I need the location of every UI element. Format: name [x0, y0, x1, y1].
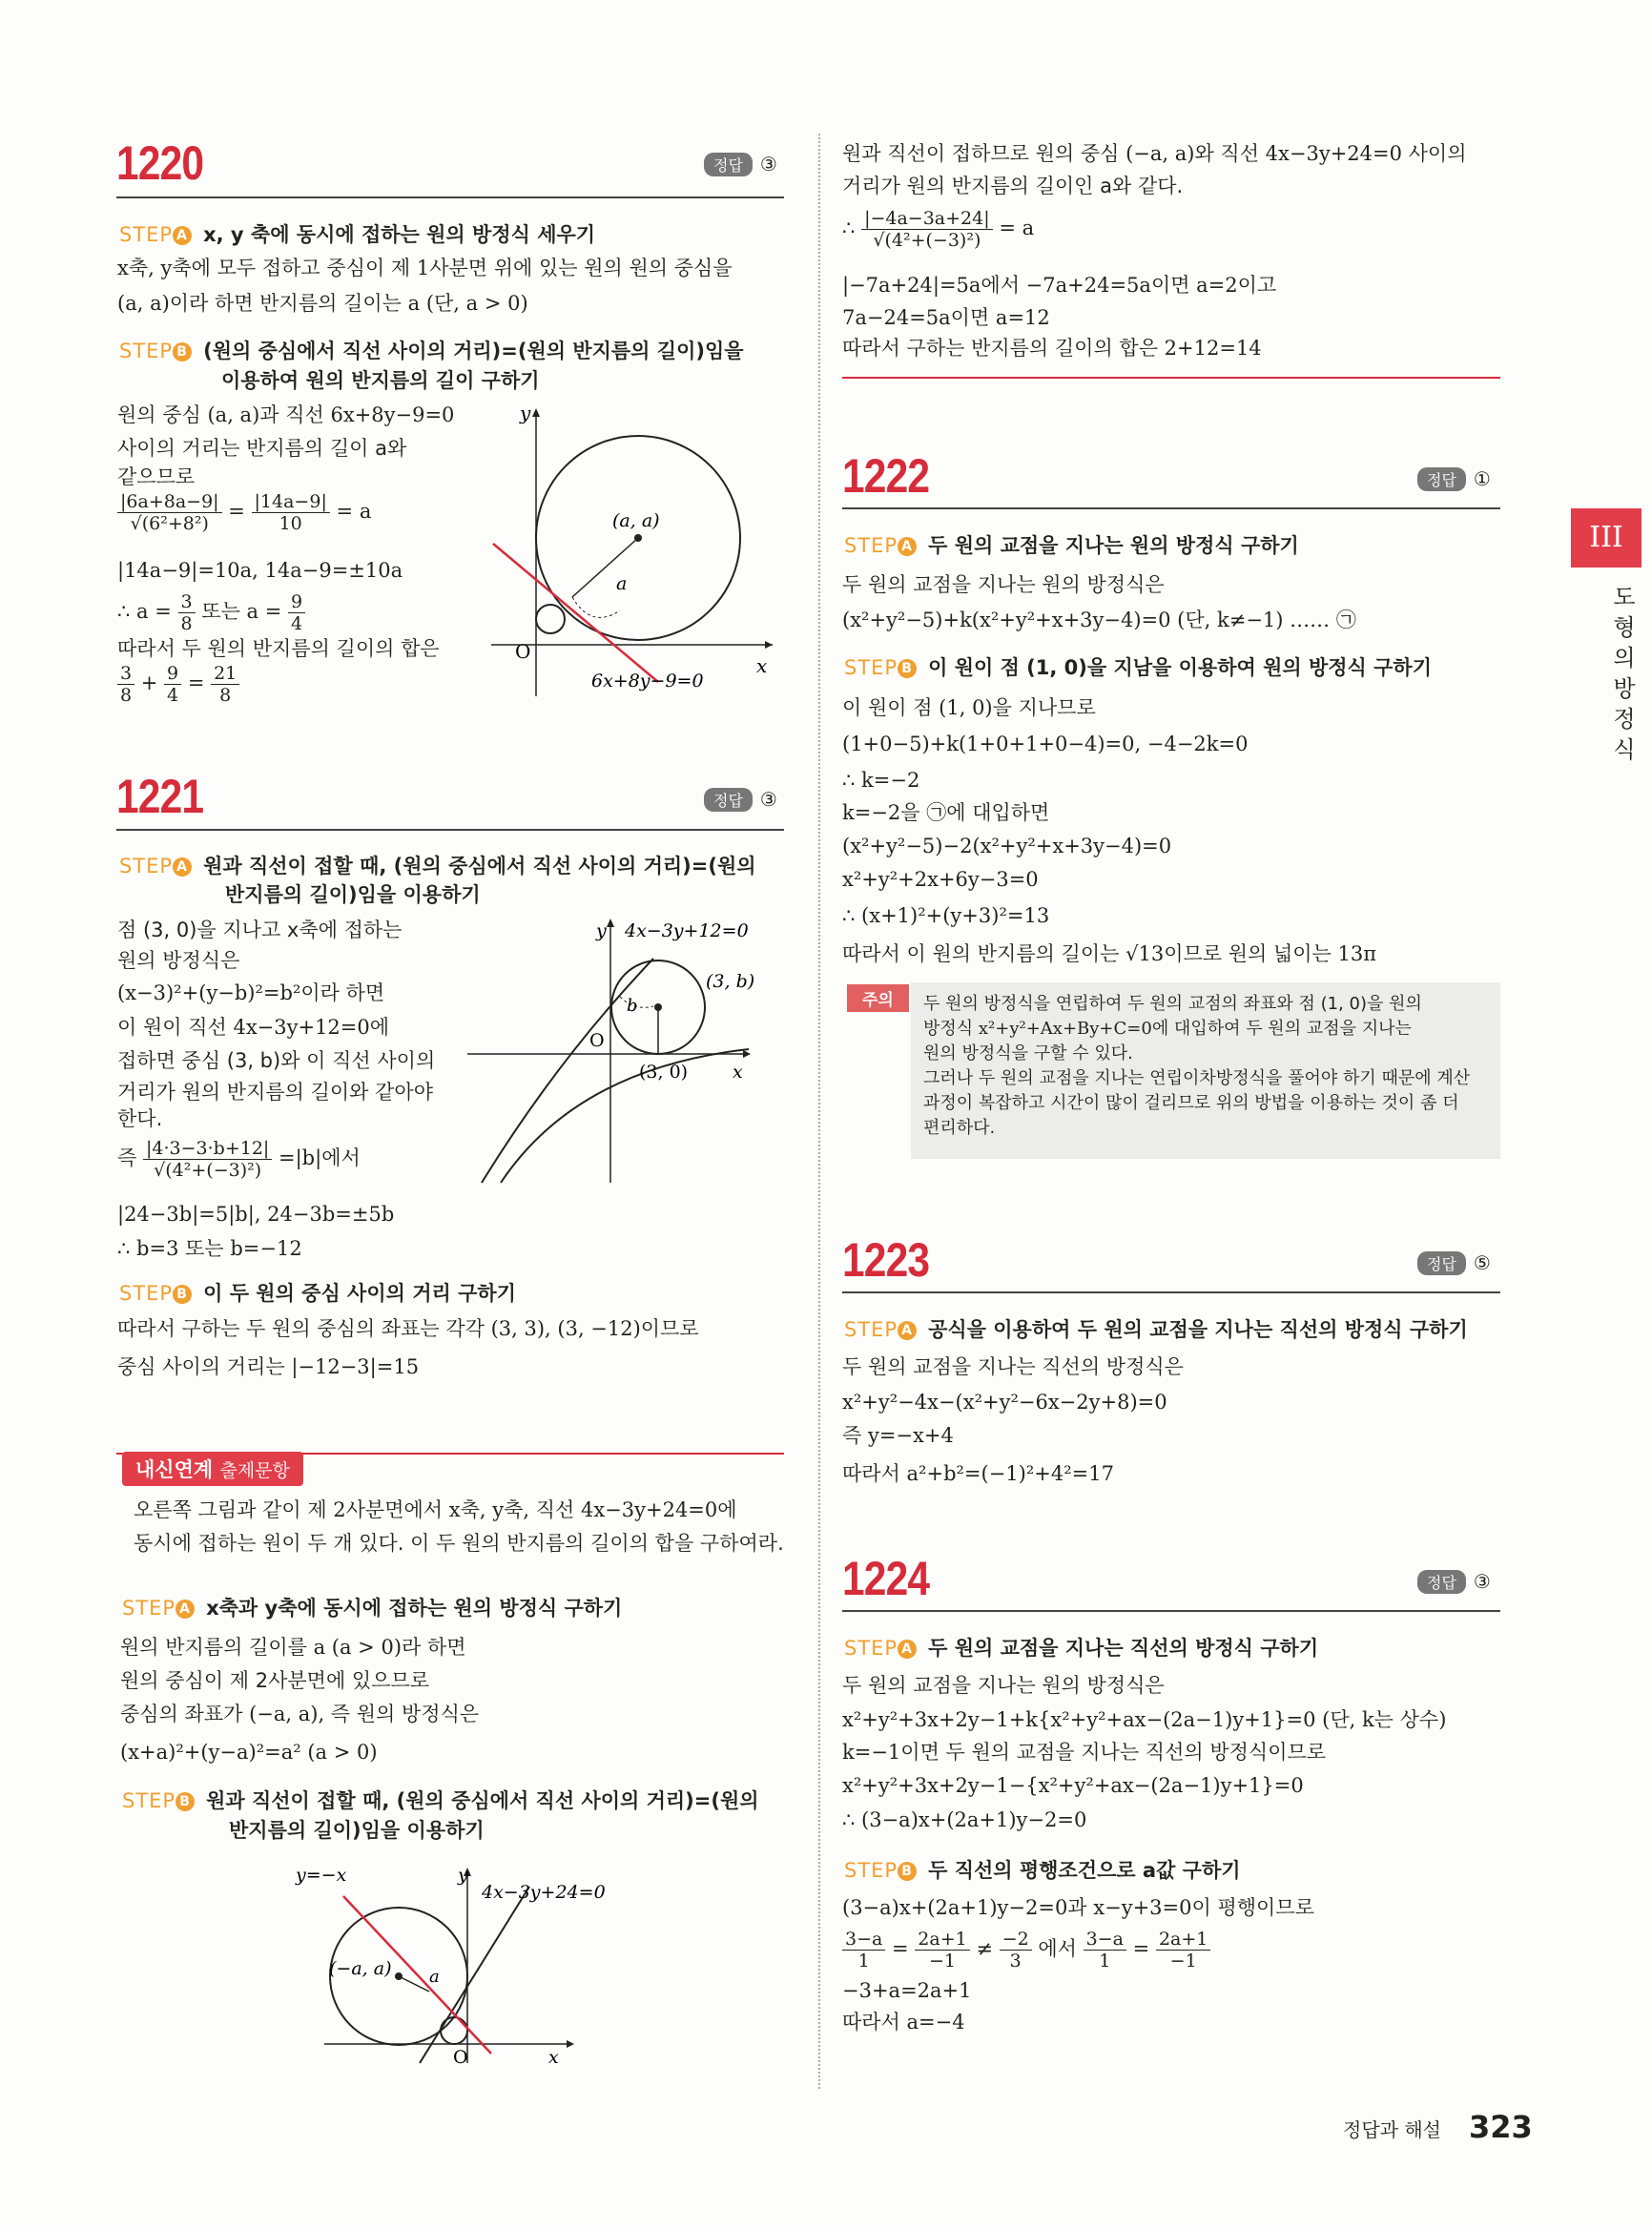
fig-line-label: 4x−3y+24=0 [482, 1882, 606, 1903]
text-line: 거리가 원의 반지름의 길이인 a와 같다. [842, 175, 1184, 197]
text-line: ∴ (x+1)²+(y+3)²=13 [842, 904, 1050, 927]
fig-line-label: 4x−3y+12=0 [625, 920, 749, 941]
caution-line: 방정식 x²+y²+Ax+By+C=0에 대입하여 두 원의 교점을 지나는 [923, 1019, 1412, 1039]
text-line: 즉 y=−x+4 [842, 1424, 954, 1447]
problem-number-1223: 1223 [842, 1233, 930, 1287]
fraction: $\frac{|14a-9|}{10}$ [252, 491, 330, 534]
fig-y-label: y [520, 402, 531, 424]
question-line: 동시에 접하는 원이 두 개 있다. 이 두 원의 반지름의 길이의 합을 구하여라. [134, 1532, 784, 1555]
fig-line-label: 6x+8y−9=0 [591, 671, 704, 692]
step-a-heading: STEP A x축과 y축에 동시에 접하는 원의 방정식 구하기 [122, 1597, 623, 1620]
figure-1221 [463, 916, 792, 1202]
chapter-label: 도형의 방정식 [1613, 584, 1636, 763]
step-a-heading: STEP A 공식을 이용하여 두 원의 교점을 지나는 직선의 방정식 구하기 [844, 1318, 1468, 1341]
problem-number-1224: 1224 [842, 1552, 930, 1605]
answer-1223: 정답 ⑤ [1417, 1251, 1491, 1275]
text-line: 이 원이 점 (1, 0)을 지나므로 [842, 696, 1096, 719]
formula-line: $\frac{|6a+8a-9|}{\text{√(6²+8²)}}$ = $\frac{|14a-9|}{10}$ = a [117, 491, 371, 534]
answer-1224: 정답 ③ [1417, 1570, 1491, 1594]
text-line: x²+y²−4x−(x²+y²−6x−2y+8)=0 [842, 1391, 1167, 1414]
text-line: 원의 중심이 제 2사분면에 있으므로 [120, 1669, 430, 1692]
fig-x-label: x [733, 1062, 743, 1083]
divider [842, 1610, 1500, 1612]
formula-line: $\frac{3}{8}$ + $\frac{9}{4}$ = $\frac{21}{8}$ [117, 663, 239, 706]
fig-y-label: y [458, 1865, 468, 1886]
caution-line: 원의 방정식을 구할 수 있다. [923, 1043, 1133, 1063]
step-b-heading: STEP B 원과 직선이 접할 때, (원의 중심에서 직선 사이의 거리)=(원의 [122, 1789, 759, 1812]
fig-center-label: (3, b) [706, 971, 755, 992]
text-line: k=−2을 ㉠에 대입하면 [842, 801, 1050, 824]
text-line: x²+y²+3x+2y−1+k{x²+y²+ax−(2a−1)y+1}=0 (단, k는 상수) [842, 1708, 1447, 1731]
text-line: 중심의 좌표가 (−a, a), 즉 원의 방정식은 [120, 1703, 480, 1725]
divider [842, 507, 1500, 509]
text-line: 점 (3, 0)을 지나고 x축에 접하는 [117, 919, 403, 941]
fig-origin-label: O [453, 2047, 468, 2068]
fig-origin-label: O [589, 1030, 605, 1051]
text-line: |14a−9|=10a, 14a−9=±10a [117, 559, 403, 582]
step-b-heading-line2: 반지름의 길이)임을 이용하기 [229, 1819, 485, 1842]
fig-yx-label: y=−x [296, 1865, 347, 1886]
divider [842, 377, 1500, 379]
fig-b-label: b [627, 996, 638, 1016]
text-line: (3−a)x+(2a+1)y−2=0과 x−y+3=0이 평행이므로 [842, 1896, 1314, 1919]
text-line: 거리가 원의 반지름의 길이와 같아야 [117, 1081, 433, 1104]
text-line: 원의 중심 (a, a)과 직선 6x+8y−9=0 [117, 403, 455, 426]
divider [116, 829, 784, 831]
answer-1220 [704, 153, 777, 176]
text-line: 따라서 구하는 반지름의 길이의 합은 2+12=14 [842, 337, 1262, 360]
text-line: (x+a)²+(y−a)²=a² (a > 0) [120, 1741, 378, 1764]
text-line: 따라서 a²+b²=(−1)²+4²=17 [842, 1462, 1114, 1485]
text-line: 두 원의 교점을 지나는 원의 방정식은 [842, 573, 1165, 596]
question-line: 오른쪽 그림과 같이 제 2사분면에서 x축, y축, 직선 4x−3y+24=0에 [134, 1498, 737, 1521]
fig-x-label: x [756, 654, 768, 677]
problem-number-1221: 1221 [116, 770, 204, 823]
answer-1221: 정답 ③ [704, 788, 777, 812]
text-line: 두 원의 교점을 지나는 원의 방정식은 [842, 1674, 1165, 1697]
text-line: (x²+y²−5)−2(x²+y²+x+3y−4)=0 [842, 835, 1172, 857]
answer-badge: 정답 [704, 153, 753, 176]
text-line: x축, y축에 모두 접하고 중심이 제 1사분면 위에 있는 원의 원의 중심을 [117, 257, 733, 279]
step-b-heading: STEP B 이 두 원의 중심 사이의 거리 구하기 [119, 1282, 516, 1305]
text-line: |24−3b|=5|b|, 24−3b=±5b [117, 1203, 395, 1226]
fig-x-label: x [548, 2047, 559, 2068]
text-line: 한다. [117, 1107, 163, 1130]
fig-point-label: (3, 0) [639, 1062, 689, 1083]
fig-y-label: y [596, 920, 607, 941]
text-line: 7a−24=5a이면 a=12 [842, 306, 1050, 329]
text-line: 접하면 중심 (3, b)와 이 직선 사이의 [117, 1049, 436, 1072]
chapter-tab[interactable]: III [1571, 508, 1642, 568]
step-a-heading: STEP A 두 원의 교점을 지나는 직선의 방정식 구하기 [844, 1637, 1319, 1660]
text-line: (x−3)²+(y−b)²=b²이라 하면 [117, 981, 385, 1004]
divider [842, 1291, 1500, 1293]
text-line: 두 원의 교점을 지나는 직선의 방정식은 [842, 1355, 1184, 1378]
formula-line: ∴ a = $\frac{3}{8}$ 또는 a = $\frac{9}{4}$ [117, 591, 305, 634]
fig-radius-label: a [616, 573, 628, 594]
caution-line: 과정이 복잡하고 시간이 많이 걸리므로 위의 방법을 이용하는 것이 좀 더 [923, 1093, 1459, 1113]
text-line: x²+y²+2x+6y−3=0 [842, 868, 1039, 891]
figure-naesin [286, 1858, 639, 2068]
text-line: 원의 반지름의 길이를 a (a > 0)라 하면 [120, 1636, 466, 1659]
step-b-heading: STEP B 두 직선의 평행조건으로 a값 구하기 [844, 1859, 1241, 1882]
formula-line: 즉 $\frac{|4\cdot 3-3\cdot b+12|}{\text{√(4²+(−3)²)}}$ =|b|에서 [117, 1138, 361, 1181]
column-divider [818, 134, 820, 2089]
caution-line: 두 원의 방정식을 연립하여 두 원의 교점의 좌표와 점 (1, 0)을 원의 [923, 994, 1422, 1014]
text-line: ∴ k=−2 [842, 769, 920, 792]
text-line: (a, a)이라 하면 반지름의 길이는 a (단, a > 0) [117, 292, 528, 315]
text-line: 사이의 거리는 반지름의 길이 a와 [117, 437, 407, 460]
page-number: 323 [1469, 2109, 1533, 2145]
text-line: x²+y²+3x+2y−1−{x²+y²+ax−(2a−1)y+1}=0 [842, 1774, 1304, 1797]
step-b-heading: STEP B 이 원이 점 (1, 0)을 지남을 이용하여 원의 방정식 구하기 [844, 656, 1433, 679]
text-line: 원의 방정식은 [117, 949, 240, 972]
fig-center-label: (a, a) [612, 510, 660, 531]
caution-line: 편리하다. [923, 1118, 996, 1138]
naesin-banner: 내신연계 출제문항 [122, 1452, 303, 1486]
footer-label: 정답과 해설 [1343, 2118, 1441, 2141]
text-line: 같으므로 [117, 465, 196, 488]
caution-tag: 주의 [847, 984, 909, 1012]
fig-center-label: (−a, a) [329, 1958, 392, 1979]
text-line: 따라서 두 원의 반지름의 길이의 합은 [117, 637, 440, 660]
step-b-heading: STEP B (원의 중심에서 직선 사이의 거리)=(원의 반지름의 길이)임을 [119, 340, 744, 362]
text-line: |−7a+24|=5a에서 −7a+24=5a이면 a=2이고 [842, 274, 1277, 297]
text-line: ∴ (3−a)x+(2a+1)y−2=0 [842, 1808, 1087, 1831]
step-a-heading: STEP A x, y 축에 동시에 접하는 원의 방정식 세우기 [119, 223, 596, 246]
problem-number-1222: 1222 [842, 449, 930, 503]
formula-line: ∴ $\frac{|-4a-3a+24|}{\text{√(4²+(−3)²)}}$ = a [842, 208, 1035, 251]
step-b-heading-line2: 이용하여 원의 반지름의 길이 구하기 [221, 369, 540, 392]
text-line: 중심 사이의 거리는 |−12−3|=15 [117, 1355, 420, 1378]
step-a-heading-line2: 반지름의 길이)임을 이용하기 [225, 883, 481, 906]
formula-line: $\frac{3-a}{1}$ = $\frac{2a+1}{-1}$ ≠ $\frac{-2}{3}$ 에서 $\frac{3-a}{1}$ = $\frac{2a+1}{-1}$ [842, 1929, 1210, 1972]
problem-number-1220: 1220 [116, 136, 204, 190]
text-line: 따라서 구하는 두 원의 중심의 좌표는 각각 (3, 3), (3, −12)이므로 [117, 1317, 699, 1340]
divider [116, 196, 784, 198]
text-line: 이 원이 직선 4x−3y+12=0에 [117, 1016, 390, 1039]
text-line: k=−1이면 두 원의 교점을 지나는 직선의 방정식이므로 [842, 1741, 1327, 1764]
fig-a-label: a [429, 1967, 440, 1987]
step-a-heading: STEP A 두 원의 교점을 지나는 원의 방정식 구하기 [844, 534, 1299, 557]
text-line: 따라서 이 원의 반지름의 길이는 √13이므로 원의 넓이는 13π [842, 942, 1377, 965]
text-line: 원과 직선이 접하므로 원의 중심 (−a, a)와 직선 4x−3y+24=0 사이의 [842, 142, 1467, 165]
answer-1222: 정답 ① [1417, 467, 1491, 491]
answer-value: ③ [759, 153, 777, 176]
text-line: −3+a=2a+1 [842, 1979, 972, 2002]
figure-1220 [467, 401, 792, 706]
text-line: (1+0−5)+k(1+0+1+0−4)=0, −4−2k=0 [842, 733, 1249, 755]
text-line: ∴ b=3 또는 b=−12 [117, 1237, 302, 1260]
step-a-heading: STEP A 원과 직선이 접할 때, (원의 중심에서 직선 사이의 거리)=(원의 [119, 855, 756, 878]
fig-origin-label: O [515, 640, 531, 663]
fraction: $\frac{|6a+8a-9|}{\text{√(6²+8²)}}$ [117, 491, 222, 534]
text-line: (x²+y²−5)+k(x²+y²+x+3y−4)=0 (단, k≠−1) …… ㉠ [842, 609, 1356, 631]
caution-line: 그러나 두 원의 교점을 지나는 연립이차방정식을 풀어야 하기 때문에 계산 [923, 1068, 1471, 1088]
text-line: 따라서 a=−4 [842, 2011, 965, 2034]
